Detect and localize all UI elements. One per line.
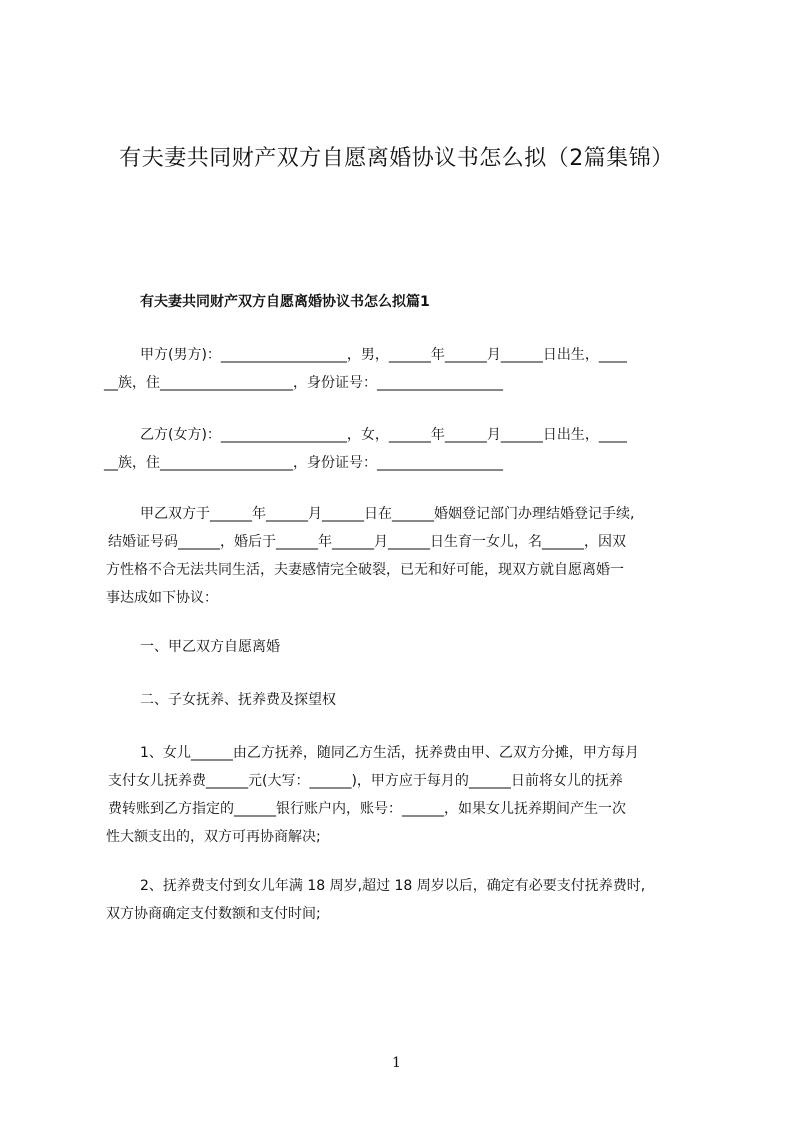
item-1-paragraph <box>106 739 639 851</box>
text-line: 方性格不合无法共同生活，夫妻感情完全破裂，已无和好可能，现双方就自愿离婚一 <box>106 562 624 578</box>
text-line: 甲乙双方于______年______月______日在______婚姻登记部门办理结婚登记手续, <box>140 506 635 522</box>
text-line: 乙方(女方)：__________________，女，______年______月______日出生，____ <box>140 427 627 443</box>
page-number: 1 <box>392 1055 401 1071</box>
text-line: 双方协商确定支付数额和支付时间; <box>106 906 321 922</box>
intro-paragraph <box>106 500 635 612</box>
text-line: __族，住___________________，身份证号：__________________ <box>104 375 503 391</box>
text-line: __族，住___________________，身份证号：__________________ <box>104 455 503 471</box>
document-title: 有夫妻共同财产双方自愿离婚协议书怎么拟（2篇集锦） <box>119 146 674 171</box>
text-line: 甲方(男方)：__________________，男，______年______月______日出生，____ <box>140 347 627 363</box>
section-heading-1: 一、甲乙双方自愿离婚 <box>140 639 280 655</box>
text-line: 2、抚养费支付到女儿年满 18 周岁,超过 18 周岁以后，确定有必要支付抚养费时, <box>140 878 646 894</box>
text-line: 支付女儿抚养费______元(大写：______)，甲方应于每月的______日前将女儿的抚养 <box>108 773 623 789</box>
party-b-paragraph <box>104 421 627 477</box>
text-line: 性大额支出的，双方可再协商解决; <box>106 829 321 845</box>
section-heading-2: 二、子女抚养、抚养费及探望权 <box>140 692 336 708</box>
text-line: 1、女儿______由乙方抚养，随同乙方生活，抚养费由甲、乙双方分摊，甲方每月 <box>140 745 639 761</box>
text-line: 事达成如下协议： <box>106 590 218 606</box>
section-subtitle: 有夫妻共同财产双方自愿离婚协议书怎么拟篇1 <box>140 294 430 310</box>
text-line: 结婚证号码______，婚后于______年______月______日生育一女儿，名______，因双 <box>108 534 626 550</box>
party-a-paragraph <box>104 341 627 397</box>
text-line: 费转账到乙方指定的______银行账户内，账号：______，如果女儿抚养期间产生一次 <box>108 801 626 817</box>
item-2-paragraph <box>106 872 646 928</box>
